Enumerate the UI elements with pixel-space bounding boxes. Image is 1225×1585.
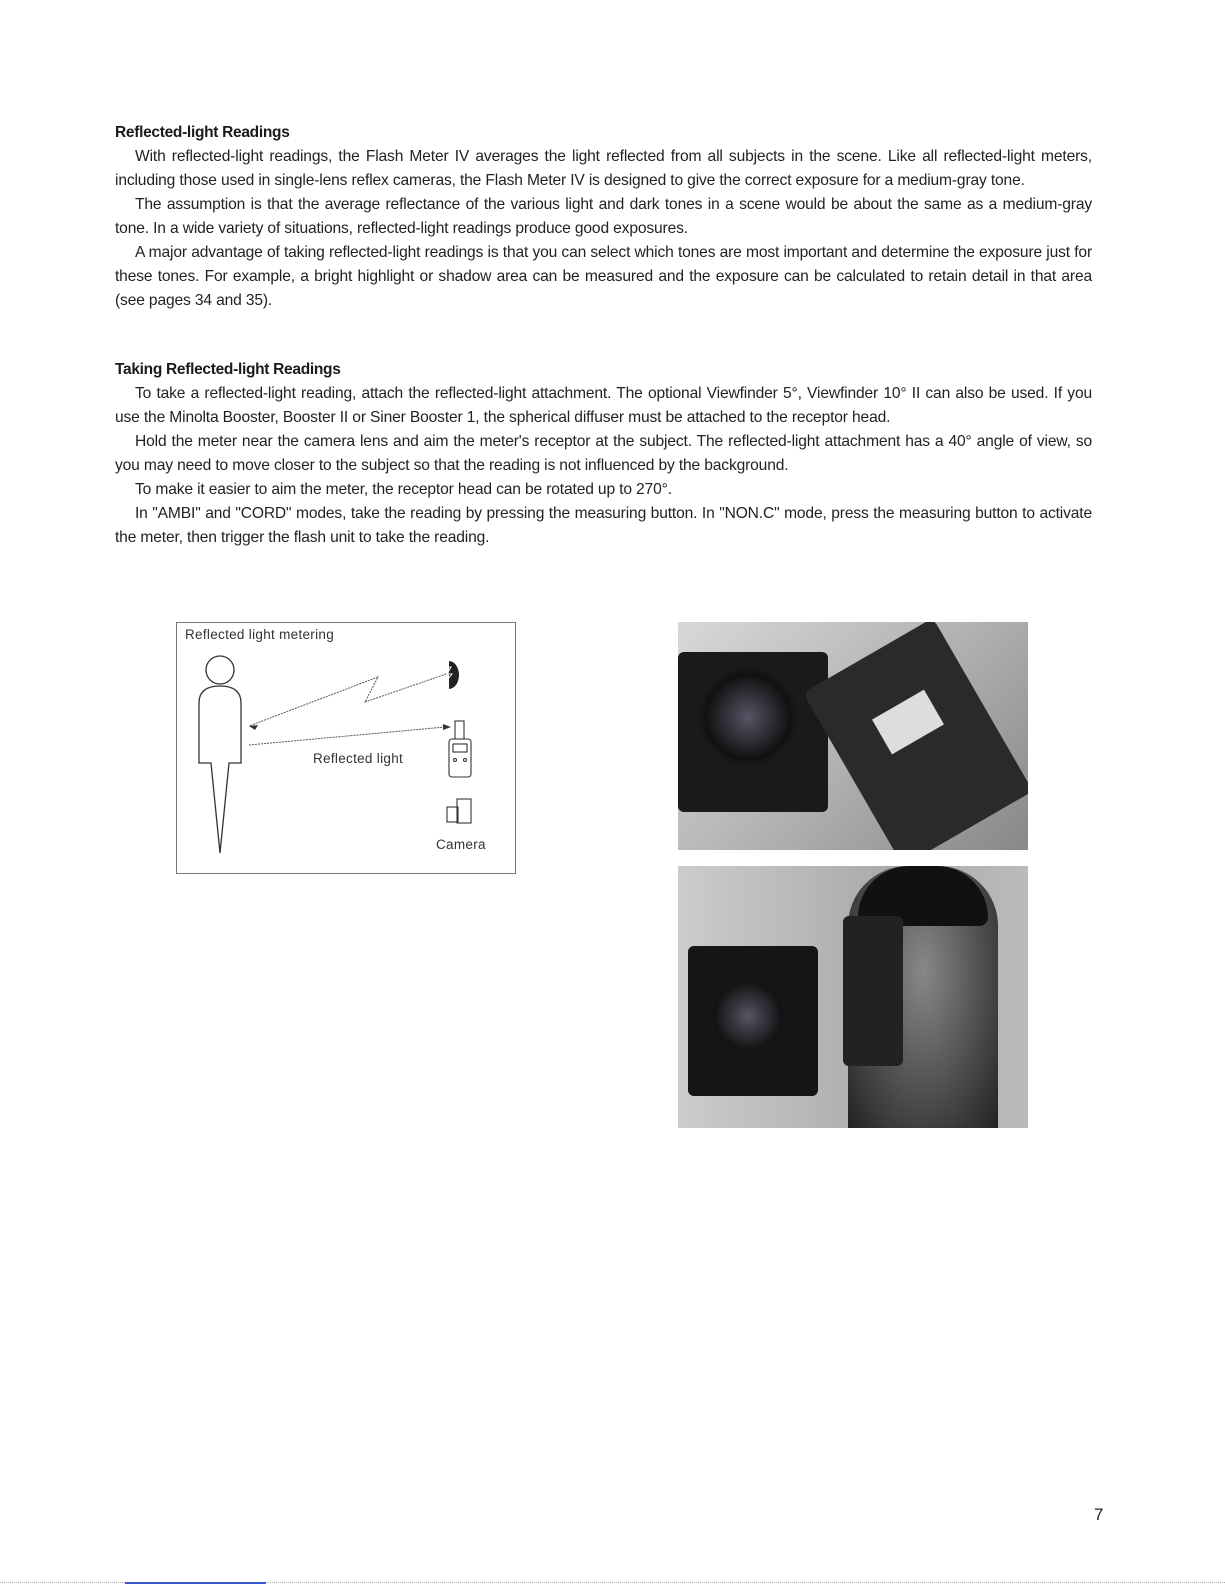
diagram-illustration — [177, 623, 515, 873]
diagram-title: Reflected light metering — [185, 627, 335, 642]
paragraph: In "AMBI" and "CORD" modes, take the reading by pressing the measuring button. In "NON.C" mode, press the measuring button to activate the meter, then trigger the flash unit to take the reading. — [115, 505, 1092, 546]
section-heading: Reflected-light Readings — [115, 124, 290, 141]
flash-unit-icon — [449, 661, 459, 689]
flash-meter-icon — [449, 721, 471, 777]
paragraph: A major advantage of taking reflected-light readings is that you can select which tones are most important and determine the exposure just for these tones. For example, a bright highlight or shadow area can be measured and the exposure can be calculated to retain detail in that area (see pages 34 and 35). — [115, 244, 1092, 309]
page-number: 7 — [1094, 1505, 1104, 1524]
camera-icon — [447, 799, 471, 823]
reflected-light-arrow — [249, 727, 445, 745]
paragraph: Hold the meter near the camera lens and aim the meter's receptor at the subject. The reflected-light attachment has a 40° angle of view, so you may need to move closer to the subject so that the reading is not influenced by the background. — [115, 433, 1092, 474]
paragraph: With reflected-light readings, the Flash Meter IV averages the light reflected from all subjects in the scene. Like all reflected-light meters, including those used in single-lens reflex cameras, the Flash Meter IV is designed to give the correct exposure for a medium-gray tone. — [115, 148, 1092, 189]
photo-man-using-flash-meter — [678, 866, 1028, 1128]
person-figure — [199, 656, 241, 853]
reflected-light-label: Reflected light — [313, 751, 404, 766]
bottom-blue-line — [125, 1582, 266, 1584]
section-heading: Taking Reflected-light Readings — [115, 361, 341, 378]
paragraph: To take a reflected-light reading, attach the reflected-light attachment. The optional Viewfinder 5°, Viewfinder 10° II can also be used. If you use the Minolta Booster, Booster II or Siner Booster 1, the spherical diffuser must be attached to the receptor head. — [115, 385, 1092, 426]
paragraph: To make it easier to aim the meter, the receptor head can be rotated up to 270°. — [135, 481, 672, 498]
photo-camera-with-flash-meter — [678, 622, 1028, 850]
section-taking-reflected-light-readings — [115, 358, 1092, 550]
section-reflected-light-readings — [115, 121, 1092, 313]
paragraph: The assumption is that the average reflectance of the various light and dark tones in a scene would be about the same as a medium-gray tone. In a wide variety of situations, reflected-light readings produce good exposures. — [115, 196, 1092, 237]
flash-light-path — [249, 673, 449, 726]
reflected-light-metering-diagram — [176, 622, 516, 874]
camera-label: Camera — [436, 837, 486, 852]
